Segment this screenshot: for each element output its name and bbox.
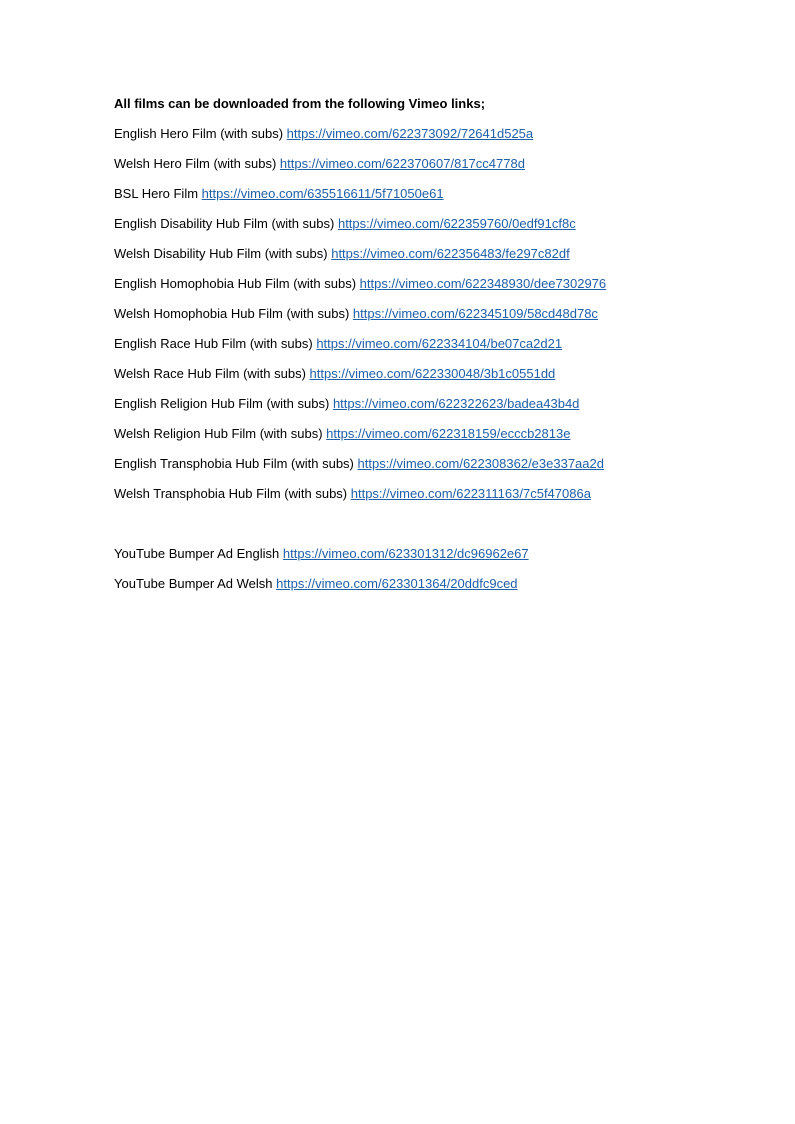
- film-line: [114, 454, 734, 474]
- film-label: English Religion Hub Film (with subs): [114, 396, 330, 411]
- film-line: [114, 484, 734, 504]
- film-line: [114, 304, 734, 324]
- film-line: [114, 124, 734, 144]
- bumper-ad-line: [114, 574, 734, 594]
- film-link[interactable]: https://vimeo.com/622322623/badea43b4d: [332, 396, 580, 411]
- film-link[interactable]: https://vimeo.com/622334104/be07ca2d21: [316, 336, 563, 351]
- film-line: [114, 244, 734, 264]
- film-link[interactable]: https://vimeo.com/622356483/fe297c82df: [331, 246, 570, 261]
- film-label: Welsh Religion Hub Film (with subs): [114, 426, 323, 441]
- film-label: English Race Hub Film (with subs): [114, 336, 313, 351]
- bumper-ad-link[interactable]: https://vimeo.com/623301312/dc96962e67: [282, 546, 529, 561]
- film-label: English Transphobia Hub Film (with subs): [114, 456, 354, 471]
- film-label: Welsh Race Hub Film (with subs): [114, 366, 306, 381]
- film-line: [114, 364, 734, 384]
- film-line: [114, 214, 734, 234]
- film-line: [114, 394, 734, 414]
- film-link[interactable]: https://vimeo.com/622311163/7c5f47086a: [350, 486, 591, 501]
- film-link[interactable]: https://vimeo.com/622330048/3b1c0551dd: [309, 366, 556, 381]
- film-label: English Homophobia Hub Film (with subs): [114, 276, 357, 291]
- bumper-ad-link[interactable]: https://vimeo.com/623301364/20ddfc9ced: [276, 576, 518, 591]
- film-link[interactable]: https://vimeo.com/622318159/ecccb2813e: [326, 426, 571, 441]
- film-link[interactable]: https://vimeo.com/635516611/5f71050e61: [201, 186, 444, 201]
- film-label: Welsh Disability Hub Film (with subs): [114, 246, 328, 261]
- film-line: [114, 334, 734, 354]
- blank-line: [114, 514, 734, 544]
- film-link[interactable]: https://vimeo.com/622345109/58cd48d78c: [352, 306, 598, 321]
- film-link[interactable]: https://vimeo.com/622359760/0edf91cf8c: [337, 216, 576, 231]
- film-label: Welsh Transphobia Hub Film (with subs): [114, 486, 348, 501]
- film-link[interactable]: https://vimeo.com/622348930/dee7302976: [359, 276, 607, 291]
- film-line: [114, 184, 734, 204]
- film-label: English Disability Hub Film (with subs): [114, 216, 335, 231]
- document-page: [114, 94, 734, 604]
- film-link[interactable]: https://vimeo.com/622373092/72641d525a: [286, 126, 534, 141]
- film-label: BSL Hero Film: [114, 186, 199, 201]
- bumper-ad-label: YouTube Bumper Ad English: [114, 546, 280, 561]
- film-line: [114, 154, 734, 174]
- film-line: [114, 274, 734, 294]
- document-heading: All films can be downloaded from the following Vimeo links;: [114, 96, 486, 111]
- film-label: Welsh Homophobia Hub Film (with subs): [114, 306, 350, 321]
- film-line: [114, 424, 734, 444]
- film-link[interactable]: https://vimeo.com/622370607/817cc4778d: [279, 156, 525, 171]
- bumper-ad-line: [114, 544, 734, 564]
- film-link[interactable]: https://vimeo.com/622308362/e3e337aa2d: [357, 456, 604, 471]
- film-label: Welsh Hero Film (with subs): [114, 156, 277, 171]
- bumper-ad-label: YouTube Bumper Ad Welsh: [114, 576, 273, 591]
- film-label: English Hero Film (with subs): [114, 126, 284, 141]
